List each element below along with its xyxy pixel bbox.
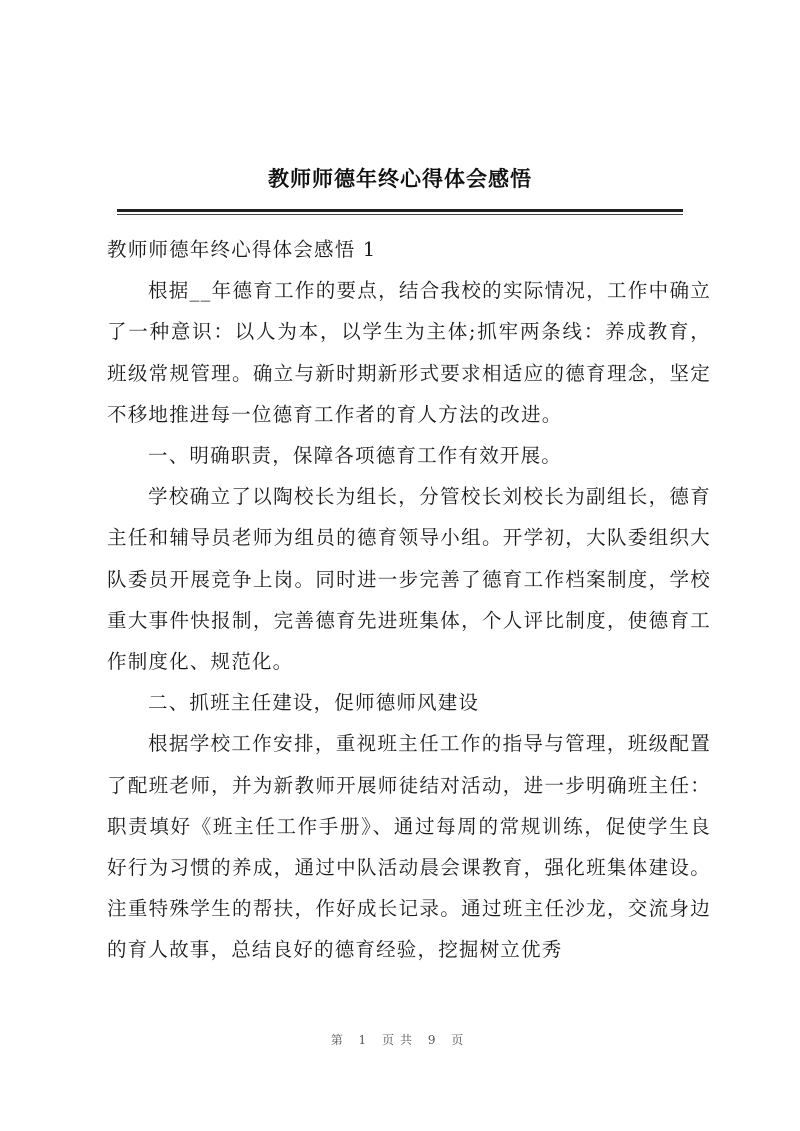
title-divider-thin — [117, 214, 683, 215]
section-heading-2: 二、抓班主任建设，促师德师风建设 — [148, 691, 480, 715]
paragraph-class-teacher: 根据学校工作安排，重视班主任工作的指导与管理，班级配置了配班老师，并为新教师开展师徒结对活动，进一步明确班主任：职责填好《班主任工作手册》、通过每周的常规训练，促使学生良好行为习惯的养成，通过中队活动晨会课教育，强化班集体建设。注重特殊学生的帮扶，作好成长记录。通过班主任沙龙，交流身边的育人故事，总结良好的德育经验，挖掘树立优秀 — [107, 732, 711, 962]
section-subtitle: 教师师德年终心得体会感悟 1 — [107, 238, 377, 261]
paragraph-leadership: 学校确立了以陶校长为组长，分管校长刘校长为副组长，德育主任和辅导员老师为组员的德育领导小组。开学初，大队委组织大队委员开展竞争上岗。同时进一步完善了德育工作档案制度，学校重大事件快报制，完善德育先进班集体，个人评比制度，使德育工作制度化、规范化。 — [107, 485, 711, 674]
paragraph-intro: 根据__年德育工作的要点，结合我校的实际情况，工作中确立了一种意识：以人为本，以学生为主体;抓牢两条线：养成教育，班级常规管理。确立与新时期新形式要求相适应的德育理念，坚定不移地推进每一位德育工作者的育人方法的改进。 — [107, 279, 711, 426]
document-title: 教师师德年终心得体会感悟 — [268, 167, 532, 191]
section-heading-1: 一、明确职责，保障各项德育工作有效开展。 — [148, 444, 563, 468]
title-divider — [117, 209, 683, 212]
page-number-footer: 第 1 页共 9 页 — [330, 1033, 470, 1047]
document-body — [107, 229, 711, 971]
